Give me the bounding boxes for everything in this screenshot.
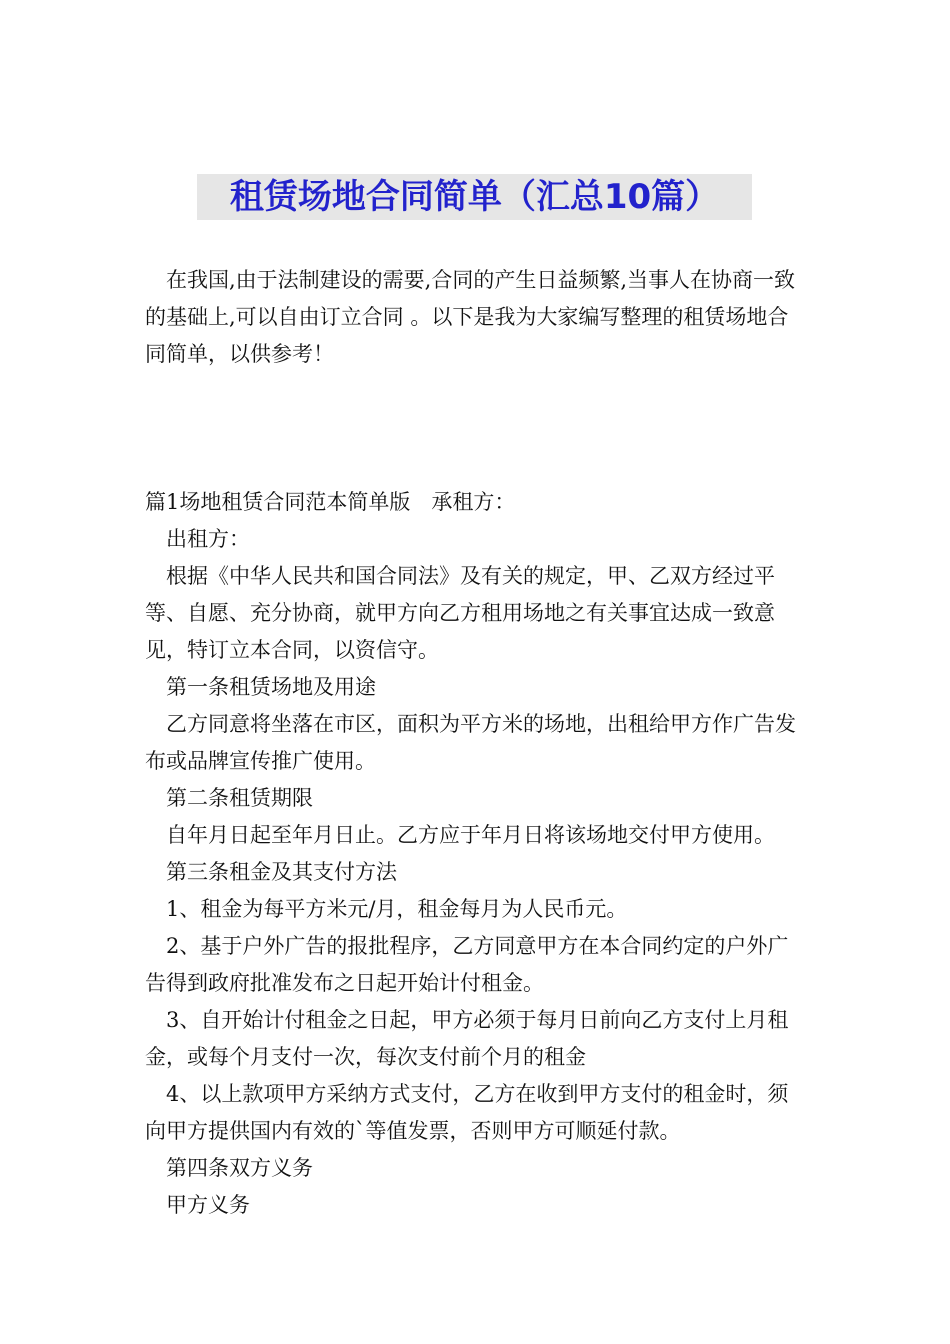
document-body [145,262,807,1224]
article-1-text: 乙方同意将坐落在市区，面积为平方米的场地，出租给甲方作广告发布或品牌宣传推广使用。 [145,712,796,773]
article-2-text: 自年月日起至年月日止。乙方应于年月日将该场地交付甲方使用。 [166,823,775,847]
preamble-paragraph: 根据《中华人民共和国合同法》及有关的规定，甲、乙双方经过平等、自愿、充分协商，就甲方向乙方租用场地之有关事宜达成一致意见，特订立本合同，以资信守。 [145,564,775,662]
document-title: 租赁场地合同简单（汇总10篇） [197,174,752,220]
article-3-item-1: 1、租金为每平方米元/月，租金每月为人民币元。 [166,897,628,921]
article-4-heading: 第四条双方义务 [166,1156,313,1180]
intro-paragraph: 在我国,由于法制建设的需要,合同的产生日益频繁,当事人在协商一致的基础上,可以自由订立合同 。以下是我为大家编写整理的租赁场地合同简单，以供参考！ [145,268,796,366]
section-heading: 篇1场地租赁合同范本简单版 承租方： [145,490,516,514]
article-2-heading: 第二条租赁期限 [166,786,313,810]
article-3-item-3: 3、自开始计付租金之日起，甲方必须于每月日前向乙方支付上月租金，或每个月支付一次，每次支付前个月的租金 [145,1008,789,1069]
lessor-line: 出租方： [166,527,250,551]
party-a-duties-heading: 甲方义务 [166,1193,250,1217]
article-3-item-4: 4、以上款项甲方采纳方式支付，乙方在收到甲方支付的租金时，须向甲方提供国内有效的`等值发票，否则甲方可顺延付款。 [145,1082,789,1143]
article-3-item-2: 2、基于户外广告的报批程序，乙方同意甲方在本合同约定的户外广告得到政府批准发布之日起开始计付租金。 [145,934,789,995]
article-1-heading: 第一条租赁场地及用途 [166,675,376,699]
article-3-heading: 第三条租金及其支付方法 [166,860,397,884]
paragraph-spacer [145,373,807,484]
